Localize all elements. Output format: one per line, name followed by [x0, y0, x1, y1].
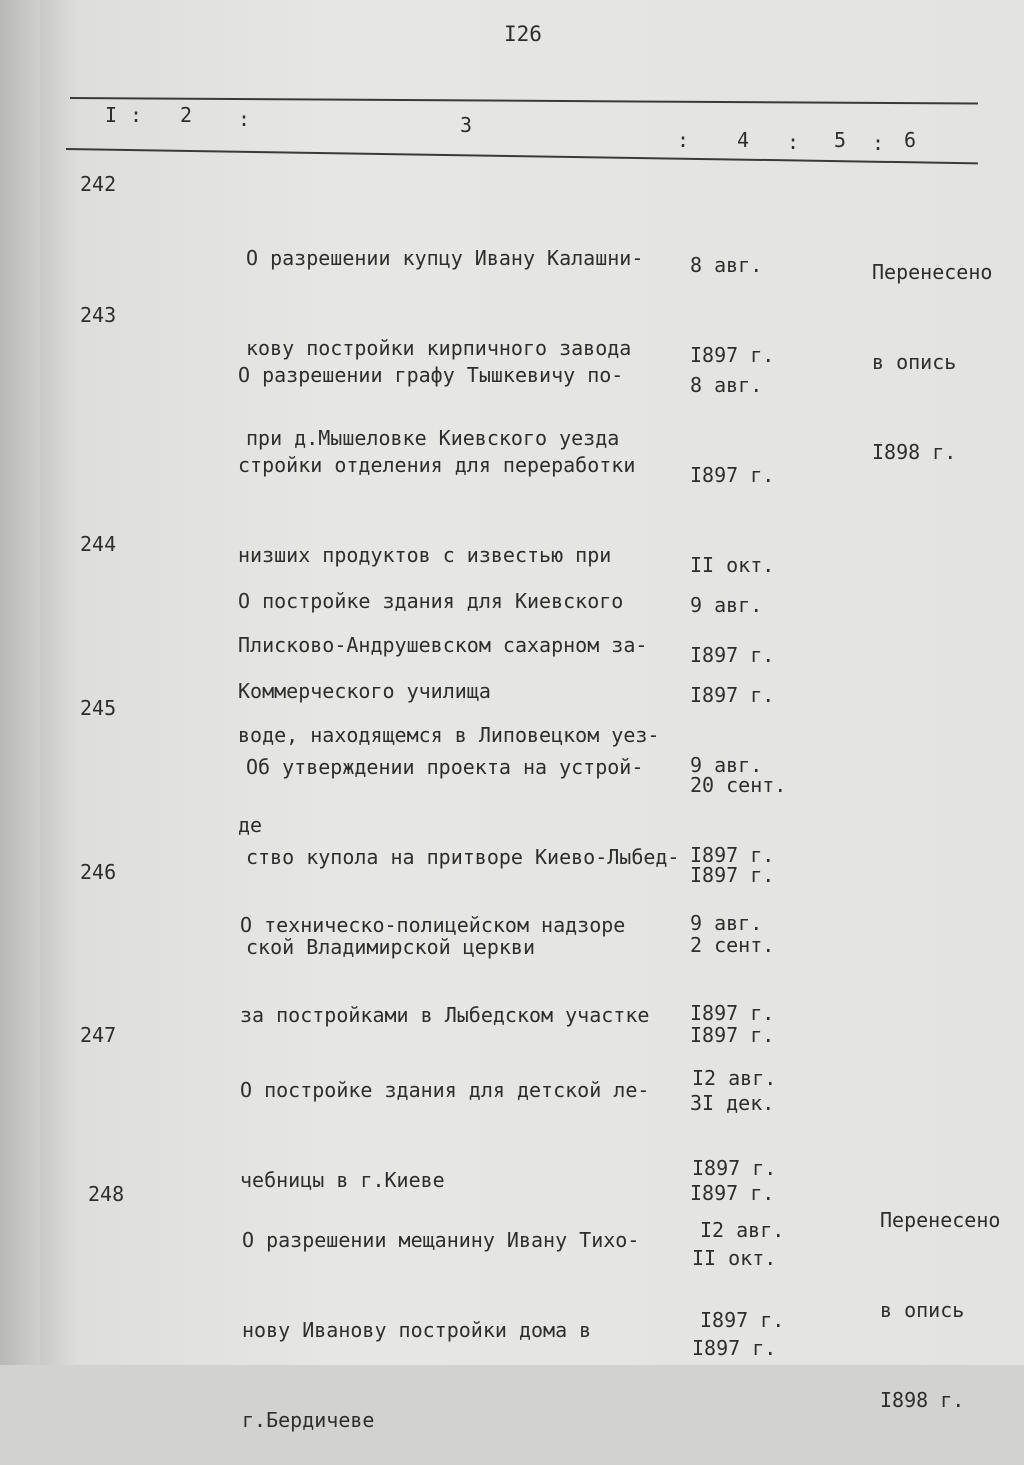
record-dates: 8 авг. I897 г.: [690, 253, 775, 367]
record-title: О техническо-полицейском надзоре за постройками в Лыбедском участке: [240, 913, 650, 1027]
column-separator: :: [787, 130, 800, 154]
column-header-2: 2: [180, 103, 193, 127]
column-header-1: I: [105, 103, 118, 127]
record-note: Перенесено в опись I898 г.: [872, 260, 993, 464]
record-title: О постройке здания для детской ле- чебницы в г.Киеве: [240, 1078, 650, 1192]
column-header-5: 5: [834, 128, 847, 152]
column-separator: :: [130, 103, 143, 127]
column-header-4: 4: [737, 128, 750, 152]
record-title: О разрешении графу Тышкевичу по- стройки отделения для переработки низших продуктов с известью при Плисково-Андрушевском сахарном за- воде, находящемся в Липовецком уез- де: [238, 363, 660, 837]
record-number: 245: [80, 696, 117, 720]
column-separator: :: [238, 107, 251, 131]
record-number: 243: [80, 303, 117, 327]
record-number: 247: [80, 1023, 117, 1047]
record-note: Перенесено в опись I898 г.: [880, 1208, 1001, 1412]
record-title: Об утверждении проекта на устрой- ство купола на притворе Киево-Лыбед- ской Владимирской церкви: [246, 755, 680, 959]
column-header-6: 6: [904, 128, 917, 152]
record-dates: 8 авг. I897 г. II окт. I897 г.: [690, 373, 775, 667]
record-number: 246: [80, 860, 117, 884]
column-separator: :: [677, 128, 690, 152]
record-dates: I2 авг. I897 г. II окт. I897 г.: [692, 1066, 777, 1360]
record-number: 244: [80, 532, 117, 556]
record-dates: 9 авг. I897 г. 3I дек. I897 г.: [690, 911, 775, 1205]
record-dates: I2 авг. I897 г.: [700, 1218, 785, 1332]
record-number: 248: [88, 1182, 125, 1206]
column-separator: :: [872, 131, 885, 155]
column-header-3: 3: [460, 113, 473, 137]
record-title: О разрешении мещанину Ивану Тихо- нову Иванову постройки дома в г.Бердичеве: [242, 1228, 640, 1432]
page-number: I26: [504, 22, 542, 46]
record-title: О разрешении купцу Ивану Калашни- кову постройки кирпичного завода при д.Мышеловке Киевского уезда: [246, 246, 644, 450]
record-number: 242: [80, 172, 117, 196]
record-dates: 9 авг. I897 г. 20 сент. I897 г.: [690, 593, 787, 887]
record-dates: 9 авг. I897 г. 2 сент. I897 г.: [690, 753, 775, 1047]
binding-gutter: [0, 0, 40, 1365]
record-title: О постройке здания для Киевского Коммерческого училища: [238, 589, 624, 703]
